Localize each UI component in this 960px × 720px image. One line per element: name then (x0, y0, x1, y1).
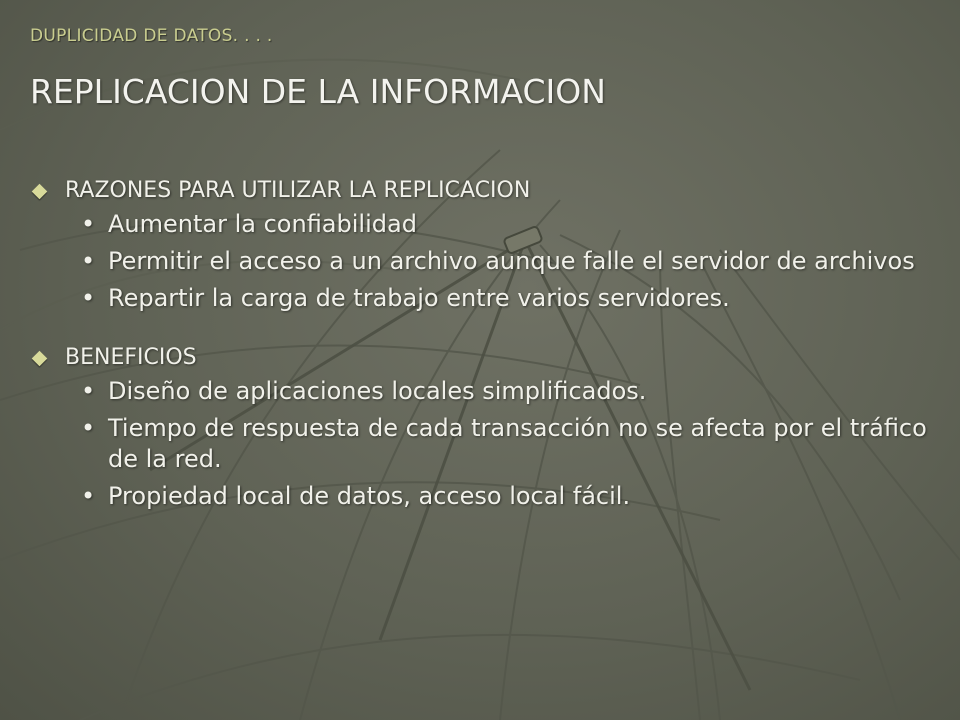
item-list (30, 209, 930, 314)
slide-subtitle: DUPLICIDAD DE DATOS. . . . (30, 26, 273, 46)
list-item (76, 246, 930, 277)
list-item-text: Aumentar la confiabilidad (108, 210, 417, 238)
list-item-text: Tiempo de respuesta de cada transacción no se afecta por el tráfico de la red. (108, 414, 927, 473)
bullet-dot-icon: • (81, 414, 96, 442)
list-item (76, 376, 930, 407)
list-item (76, 209, 930, 240)
list-item (76, 413, 930, 475)
list-item-text: Diseño de aplicaciones locales simplificados. (108, 377, 647, 405)
bullet-dot-icon: • (81, 377, 96, 405)
section-heading-text: BENEFICIOS (65, 345, 197, 370)
bullet-dot-icon: • (81, 284, 96, 312)
list-item (76, 481, 930, 512)
section-heading (30, 342, 930, 374)
slide-content (30, 175, 930, 540)
diamond-icon (32, 183, 48, 199)
diamond-icon (32, 350, 48, 366)
section-beneficios (30, 342, 930, 512)
bullet-dot-icon: • (81, 210, 96, 238)
section-heading (30, 175, 930, 207)
section-razones (30, 175, 930, 314)
list-item-text: Repartir la carga de trabajo entre varios servidores. (108, 284, 730, 312)
slide-title: REPLICACION DE LA INFORMACION (30, 72, 606, 111)
list-item (76, 283, 930, 314)
bullet-dot-icon: • (81, 247, 96, 275)
bullet-dot-icon: • (81, 482, 96, 510)
section-heading-text: RAZONES PARA UTILIZAR LA REPLICACION (65, 178, 531, 203)
item-list (30, 376, 930, 512)
list-item-text: Propiedad local de datos, acceso local fácil. (108, 482, 631, 510)
list-item-text: Permitir el acceso a un archivo aunque falle el servidor de archivos (108, 247, 915, 275)
